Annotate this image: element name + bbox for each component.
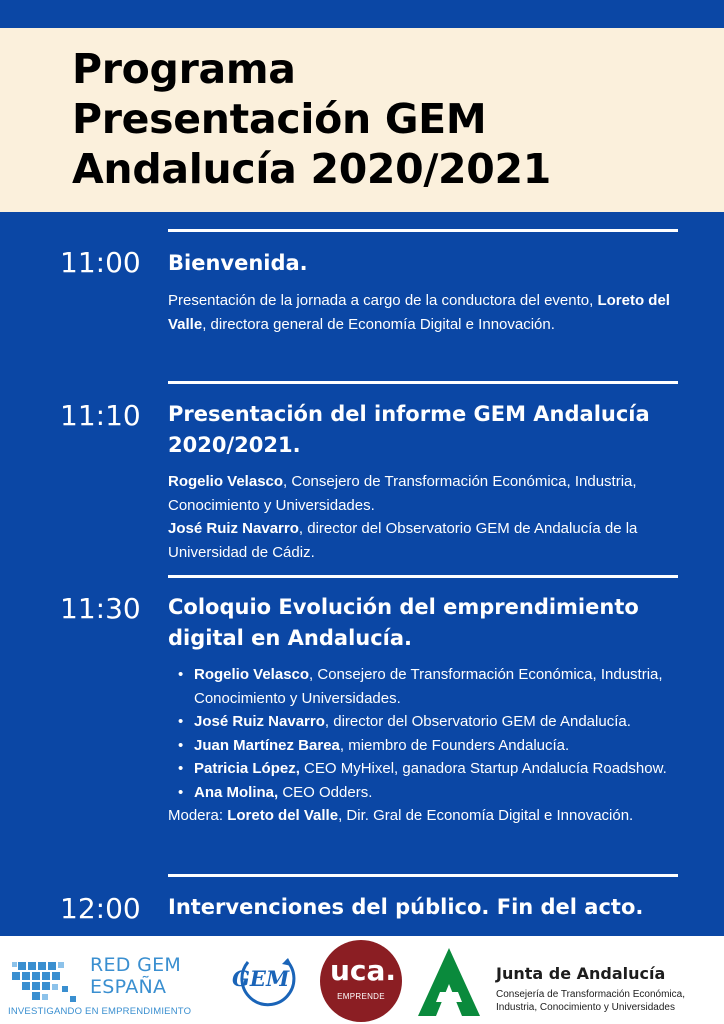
speaker-name: Juan Martínez Barea [194,736,340,754]
speaker-entry [168,470,688,517]
speaker-name: Ana Molina, [194,783,279,801]
speaker-role: CEO Odders. [278,783,373,801]
section-divider [168,229,678,232]
list-item [168,757,688,781]
title-line-2: Presentación GEM [72,95,487,143]
speaker-name: José Ruiz Navarro [194,713,325,730]
title-line-3: Andalucía 2020/2021 [72,145,551,193]
section-divider [168,381,678,384]
session-speakers [168,470,688,564]
session-time: 11:00 [60,246,141,279]
top-strip [0,0,724,28]
session-heading: Bienvenida. [168,251,308,275]
speaker-name: Patricia López, [194,760,300,777]
list-item [168,710,688,734]
session-heading: Presentación del informe GEM Andalucía 2020/2021. [168,402,650,457]
uca-logo-text: uca. [330,954,397,987]
speaker-entry [168,517,688,564]
uca-logo-subtext: EMPRENDE [337,992,385,1001]
session-description [168,289,688,336]
moderator-role: , Dir. Gral de Economía Digital e Innovación. [338,807,634,824]
section-divider [168,874,678,877]
list-item [168,663,688,710]
red-gem-logo-text [90,954,181,998]
logo-footer [0,936,724,1024]
red-gem-tagline: INVESTIGANDO EN EMPRENDIMIENTO [8,1006,192,1017]
description-text: Presentación de la jornada a cargo de la conductora del evento, [168,292,598,309]
session-heading: Intervenciones del público. Fin del acto. [168,895,644,919]
junta-andalucia-logo-icon [416,946,482,1018]
red-gem-pixel-icon [12,956,80,1004]
speaker-role: , director del Observatorio GEM de Andalucía de la Universidad de Cádiz. [168,520,638,561]
title-line-1: Programa [72,45,296,93]
session-time: 12:00 [60,892,141,925]
speaker-name: Rogelio Velasco [168,473,284,490]
speaker-role: , directora general de Economía Digital e Innovación. [202,315,555,333]
speaker-role: , director del Observatorio GEM de Andalucía. [324,713,631,730]
page-title [72,44,692,194]
junta-andalucia-subtitle: Consejería de Transformación Económica, Industria, Conocimiento y Universidades [496,989,685,1013]
speaker-role: , miembro de Founders Andalucía. [339,736,570,754]
speaker-name: Rogelio Velasco [194,666,310,683]
speaker-role: CEO MyHixel, ganadora Startup Andalucía Roadshow. [299,760,667,777]
session-heading: Coloquio Evolución del emprendimiento digital en Andalucía. [168,595,639,650]
speaker-name: Loreto del Valle [168,292,670,333]
moderator-name: Loreto del Valle [227,807,339,824]
speaker-role: , Consejero de Transformación Económica, Industria, Conocimiento y Universidades. [194,666,663,707]
session-panel [168,663,688,828]
list-item [168,734,688,758]
red-gem-line-2: ESPAÑA [90,976,167,998]
list-item [168,781,688,805]
session-time: 11:10 [60,399,141,432]
session-time: 11:30 [60,592,141,625]
junta-andalucia-title: Junta de Andalucía [496,964,666,983]
red-gem-line-1: RED GEM [90,954,182,976]
speaker-name: José Ruiz Navarro [168,520,299,537]
section-divider [168,575,678,578]
speaker-role: , Consejero de Transformación Económica, Industria, Conocimiento y Universidades. [168,473,637,514]
moderator-label: Modera: [168,807,228,824]
gem-logo-text: GEM [232,966,290,991]
moderator-line [168,804,688,828]
panelist-list [168,663,688,804]
